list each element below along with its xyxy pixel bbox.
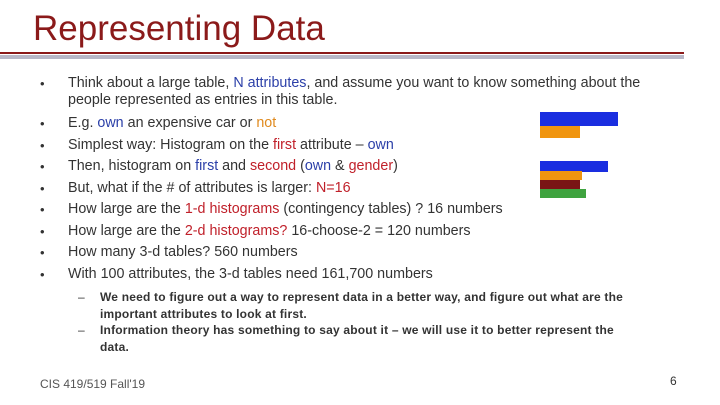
histogram-bar-own-gender-3 [540,180,580,189]
bullet-dot: • [40,116,45,131]
bullet-item: • How large are the 1-d histograms (contingency tables) ? 16 numbers [40,201,503,217]
histogram-bar-not [540,126,580,138]
bullet-dot: • [40,202,45,217]
histogram-bar-own-gender-4 [540,189,586,198]
page-number: 6 [670,374,677,388]
bullet-item: • E.g. own an expensive car or not [40,115,277,131]
bullet-item [40,75,678,109]
bullet-dot: • [40,76,45,91]
sub-bullet-dash: – [78,323,85,337]
bullet-dot: • [40,138,45,153]
bullet-item: • Simplest way: Histogram on the first attribute – own [40,137,394,153]
histogram-bar-own [540,112,618,126]
bullet-item: • With 100 attributes, the 3-d tables need 161,700 numbers [40,266,433,282]
bullet-dot: • [40,224,45,239]
bullet-dot: • [40,245,45,260]
footer-course: CIS 419/519 Fall'19 [40,377,146,391]
bullet-dot: • [40,159,45,174]
bullet-item: • How many 3-d tables? 560 numbers [40,244,298,260]
bullet-text-continued: people represented as entries in this table. [68,92,338,108]
histogram-bar-own-gender-2 [540,171,582,180]
bullet-text: Think about a large table, N attributes, and assume you want to know something about the [68,75,641,91]
bullet-dot: • [40,267,45,282]
bullet-item: • But, what if the # of attributes is larger: N=16 [40,180,351,196]
bullet-dot: • [40,181,45,196]
sub-bullet-dash: – [78,290,85,304]
bullet-item: • Then, histogram on first and second (own & gender) [40,158,398,174]
sub-bullet-item: – Information theory has something to say about it – we will use it to better represent the data. [78,323,614,354]
bullet-item: • How large are the 2-d histograms? 16-choose-2 = 120 numbers [40,223,471,239]
sub-bullet-item: – We need to figure out a way to represent data in a better way, and figure out what are the important attributes to look at first. [78,290,623,321]
title-rule-gray [0,55,684,59]
title-rule-red [0,52,684,54]
slide-title: Representing Data [33,9,325,48]
